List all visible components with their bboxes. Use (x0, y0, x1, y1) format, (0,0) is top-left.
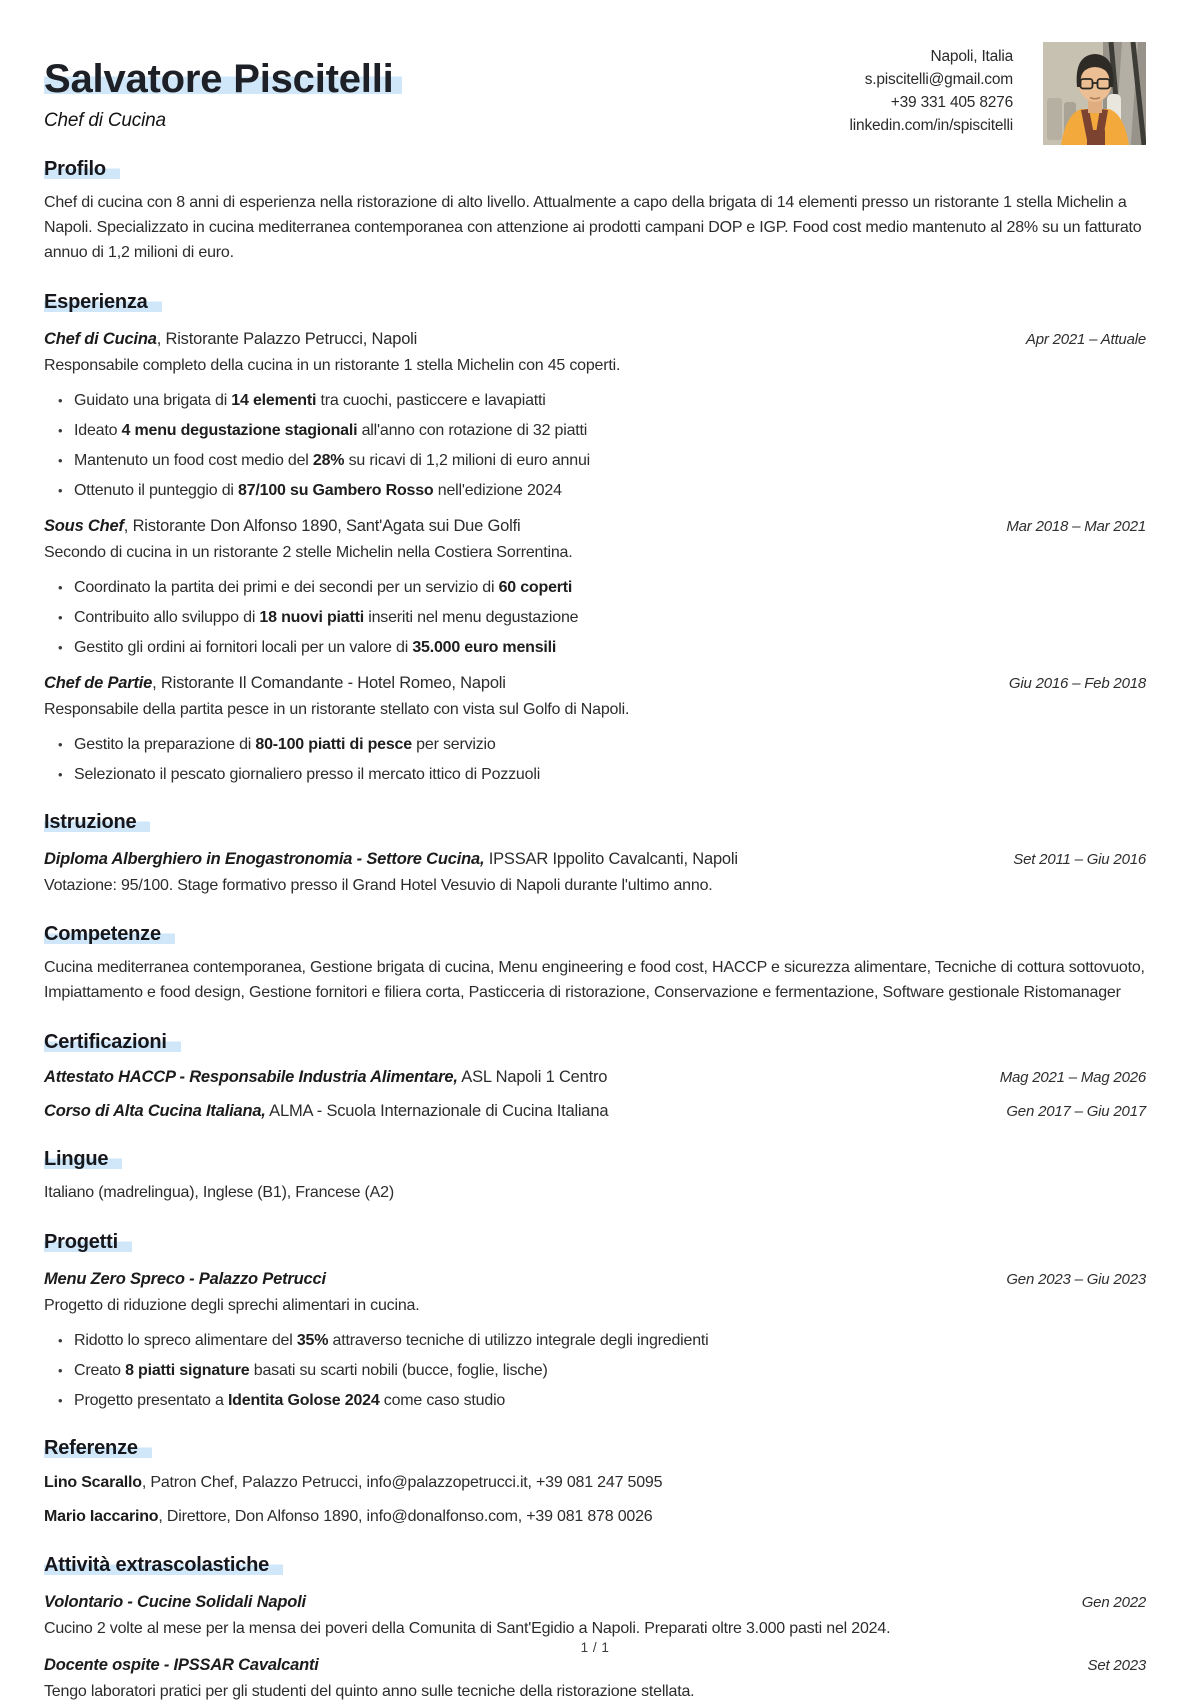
certification-name: Attestato HACCP - Responsabile Industria Alimentare, (44, 1068, 458, 1086)
bullet-item: • Ottenuto il punteggio di 87/100 su Gambero Rosso nell'edizione 2024 (74, 480, 1146, 501)
experience-header (44, 328, 1146, 350)
project-bullets (44, 1330, 1146, 1411)
education-school: IPSSAR Ippolito Cavalcanti, Napoli (484, 850, 738, 868)
section-esperienza (44, 290, 1146, 785)
activity-header (44, 1591, 1146, 1613)
section-istruzione (44, 810, 1146, 897)
contact-linkedin: linkedin.com/in/spiscitelli (849, 117, 1013, 134)
heading-lingue: Lingue (44, 1147, 1146, 1171)
heading-progetti: Progetti (44, 1230, 1146, 1254)
bullet-item: • Gestito la preparazione di 80-100 piatti di pesce per servizio (74, 734, 1146, 755)
section-profilo (44, 157, 1146, 265)
activity-name: Docente ospite - IPSSAR Cavalcanti (44, 1656, 319, 1674)
project-title (44, 1268, 326, 1290)
bullet-item: • Mantenuto un food cost medio del 28% su ricavi di 1,2 milioni di euro annui (74, 450, 1146, 471)
experience-title (44, 328, 417, 350)
bullet-item: • Guidato una brigata di 14 elementi tra cuochi, pasticcere e lavapiatti (74, 390, 1146, 411)
section-certificazioni (44, 1030, 1146, 1122)
bullet-item: • Progetto presentato a Identita Golose 2024 come caso studio (74, 1390, 1146, 1411)
experience-company: , Ristorante Il Comandante - Hotel Romeo, Napoli (152, 674, 506, 692)
heading-referenze: Referenze (44, 1436, 1146, 1460)
section-progetti (44, 1230, 1146, 1411)
bullet-item: • Coordinato la partita dei primi e dei secondi per un servizio di 60 coperti (74, 577, 1146, 598)
activity-header (44, 1654, 1146, 1676)
contact-phone: +39 331 405 8276 (890, 94, 1013, 111)
certification-title (44, 1066, 607, 1088)
heading-certificazioni: Certificazioni (44, 1030, 1146, 1054)
experience-company: , Ristorante Don Alfonso 1890, Sant'Agata sui Due Golfi (123, 517, 521, 535)
header-contact-block (850, 42, 1146, 145)
experience-role: Sous Chef (44, 517, 124, 535)
certification-name: Corso di Alta Cucina Italiana, (44, 1102, 266, 1120)
header-identity (44, 42, 402, 132)
certification-dates: Mag 2021 – Mag 2026 (999, 1069, 1146, 1086)
skills-list: Cucina mediterranea contemporanea, Gestione brigata di cucina, Menu engineering e food cost, HACCP e sicurezza alimentare, Tecniche di cottura sottovuoto, Impiattamento e food design, Gestione fornitori e filiera corta, Pasticceria di ristorazione, Conservazione e fermentazione, Software gestionale Ristomanager (44, 959, 1145, 1001)
experience-summary: Responsabile della partita pesce in un ristorante stellato con vista sul Golfo di Napoli. (44, 701, 630, 718)
heading-competenze: Competenze (44, 922, 1146, 946)
certification-item (44, 1100, 1146, 1122)
experience-item (44, 515, 1146, 658)
experience-item (44, 328, 1146, 501)
bullet-item: • Ridotto lo spreco alimentare del 35% attraverso tecniche di utilizzo integrale degli ingredienti (74, 1330, 1146, 1351)
activity-item (44, 1591, 1146, 1640)
contact-email: s.piscitelli@gmail.com (864, 71, 1013, 88)
experience-bullets (44, 390, 1146, 501)
education-header (44, 848, 1146, 870)
education-summary: Votazione: 95/100. Stage formativo presso il Grand Hotel Vesuvio di Napoli durante l'ultimo anno. (44, 877, 713, 894)
bullet-item: • Selezionato il pescato giornaliero presso il mercato ittico di Pozzuoli (74, 764, 1146, 785)
bullet-item: • Ideato 4 menu degustazione stagionali all'anno con rotazione di 32 piatti (74, 420, 1146, 441)
experience-summary: Responsabile completo della cucina in un ristorante 1 stella Michelin con 45 coperti. (44, 357, 621, 374)
experience-bullets (44, 577, 1146, 658)
experience-bullets (44, 734, 1146, 785)
experience-company: , Ristorante Palazzo Petrucci, Napoli (156, 330, 418, 348)
activity-name: Volontario - Cucine Solidali Napoli (44, 1593, 306, 1611)
experience-summary: Secondo di cucina in un ristorante 2 stelle Michelin nella Costiera Sorrentina. (44, 544, 573, 561)
experience-role: Chef di Cucina (44, 330, 157, 348)
experience-dates: Mar 2018 – Mar 2021 (1006, 518, 1146, 535)
contact-location: Napoli, Italia (930, 48, 1013, 65)
activity-dates: Gen 2022 (1081, 1594, 1146, 1611)
bullet-item: • Creato 8 piatti signature basati su scarti nobili (bucce, foglie, lische) (74, 1360, 1146, 1381)
activity-summary: Cucino 2 volte al mese per la mensa dei poveri della Comunita di Sant'Egidio a Napoli. Preparati oltre 3.000 pasti nel 2024. (44, 1620, 891, 1637)
section-competenze (44, 922, 1146, 1005)
reference-name: Lino Scarallo (44, 1474, 142, 1491)
bullet-item: • Gestito gli ordini ai fornitori locali per un valore di 35.000 euro mensili (74, 637, 1146, 658)
heading-attivita: Attività extrascolastiche (44, 1553, 1146, 1577)
heading-esperienza: Esperienza (44, 290, 1146, 314)
project-summary: Progetto di riduzione degli sprechi alimentari in cucina. (44, 1297, 420, 1314)
certification-issuer: ALMA - Scuola Internazionale di Cucina Italiana (265, 1102, 609, 1120)
project-name: Menu Zero Spreco - Palazzo Petrucci (44, 1270, 326, 1288)
certification-item (44, 1066, 1146, 1088)
activity-title (44, 1654, 319, 1676)
education-item (44, 848, 1146, 897)
project-item (44, 1268, 1146, 1411)
education-dates: Set 2011 – Giu 2016 (1013, 851, 1146, 868)
candidate-job-title: Chef di Cucina (44, 110, 166, 131)
reference-details: , Direttore, Don Alfonso 1890, info@donalfonso.com, +39 081 878 0026 (158, 1508, 653, 1525)
experience-item (44, 672, 1146, 785)
project-header (44, 1268, 1146, 1290)
certification-title (44, 1100, 608, 1122)
experience-header (44, 672, 1146, 694)
experience-title (44, 515, 520, 537)
section-lingue (44, 1147, 1146, 1205)
certification-issuer: ASL Napoli 1 Centro (457, 1068, 608, 1086)
experience-header (44, 515, 1146, 537)
reference-name: Mario Iaccarino (44, 1508, 159, 1525)
profile-summary: Chef di cucina con 8 anni di esperienza nella ristorazione di alto livello. Attualmente a capo della brigata di 14 elementi presso un ristorante 1 stella Michelin a Napoli. Specializzato in cucina mediterranea contemporanea con attenzione ai prodotti campani DOP e IGP. Food cost medio mantenuto al 28% su un fatturato annuo di 1,2 milioni di euro. (44, 194, 1142, 261)
portrait-photo (1043, 42, 1146, 145)
heading-profilo: Profilo (44, 157, 1146, 181)
heading-istruzione: Istruzione (44, 810, 1146, 834)
contact-info (850, 42, 1013, 137)
activity-dates: Set 2023 (1087, 1657, 1146, 1674)
experience-title (44, 672, 506, 694)
reference-details: , Patron Chef, Palazzo Petrucci, info@palazzopetrucci.it, +39 081 247 5095 (141, 1474, 663, 1491)
section-referenze (44, 1436, 1146, 1528)
candidate-name: Salvatore Piscitelli (44, 56, 402, 102)
activity-summary: Tengo laboratori pratici per gli studenti del quinto anno sulle tecniche della ristorazione stellata. (44, 1683, 695, 1700)
languages-list: Italiano (madrelingua), Inglese (B1), Francese (A2) (44, 1184, 394, 1201)
activity-title (44, 1591, 306, 1613)
experience-dates: Apr 2021 – Attuale (1025, 331, 1146, 348)
reference-item (44, 1506, 1146, 1528)
section-attivita-extrascolastiche (44, 1553, 1146, 1703)
experience-dates: Giu 2016 – Feb 2018 (1008, 675, 1146, 692)
header (44, 42, 1146, 145)
project-dates: Gen 2023 – Giu 2023 (1006, 1271, 1146, 1288)
page-indicator: 1 / 1 (580, 1640, 610, 1655)
education-title (44, 848, 738, 870)
experience-role: Chef de Partie (44, 674, 153, 692)
bullet-item: • Contribuito allo sviluppo di 18 nuovi piatti inseriti nel menu degustazione (74, 607, 1146, 628)
certification-dates: Gen 2017 – Giu 2017 (1006, 1103, 1146, 1120)
education-degree: Diploma Alberghiero in Enogastronomia - Settore Cucina, (44, 850, 485, 868)
reference-item (44, 1472, 1146, 1494)
activity-item (44, 1654, 1146, 1703)
